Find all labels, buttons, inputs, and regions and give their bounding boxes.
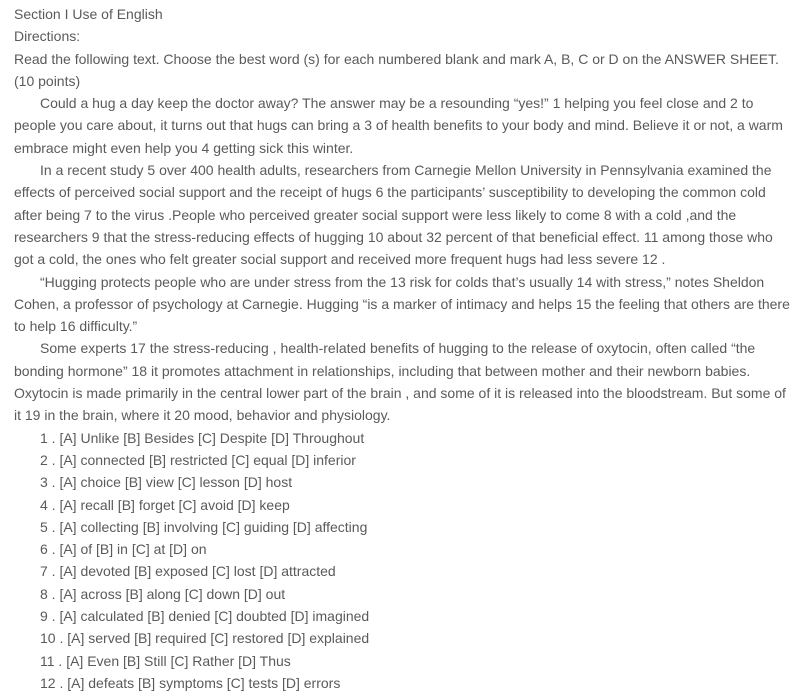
directions-text: Read the following text. Choose the best word (s) for each numbered blank and mark A, B, C or D on the ANSWER SHEET. xyxy=(14,50,779,67)
question-line-4: 4 . [A] recall [B] forget [C] avoid [D] keep xyxy=(40,496,290,513)
question-line-1: 1 . [A] Unlike [B] Besides [C] Despite [D] Throughout xyxy=(40,429,365,446)
passage-paragraph-4: Some experts 17 the stress-reducing , health-related benefits of hugging to the release of oxytocin, often called “the bonding hormone” 18 it promotes attachment in relationships, including that between mother and their newborn babies. Oxytocin is made primarily in the central lower part of the brain , and some of it is released into the bloodstream. But some of it 19 in the brain, where it 20 mood, behavior and physiology. xyxy=(14,340,786,424)
directions-label: Directions: xyxy=(14,28,81,45)
question-line-9: 9 . [A] calculated [B] denied [C] doubted [D] imagined xyxy=(40,608,370,625)
passage-paragraph-2: In a recent study 5 over 400 health adults, researchers from Carnegie Mellon University in Pennsylvania examined the effects of perceived social support and the receipt of hugs 6 the participants’ susceptibility to developing the common cold after being 7 to the virus .People who perceived greater social support were less likely to come 8 with a cold ,and the researchers 9 that the stress-reducing effects of hugging 10 about 32 percent of that beneficial effect. 11 among those who got a cold, the ones who felt greater social support and received more frequent hugs had less severe 12 . xyxy=(14,162,773,268)
points-note: (10 points) xyxy=(14,72,81,89)
passage-paragraph-1: Could a hug a day keep the doctor away? The answer may be a resounding “yes!” 1 helping you feel close and 2 to people you care about, it turns out that hugs can bring a 3 of health benefits to your body and mind. Believe it or not, a warm embrace might even help you 4 getting sick this winter. xyxy=(14,95,783,156)
question-line-5: 5 . [A] collecting [B] involving [C] guiding [D] affecting xyxy=(40,518,368,535)
question-line-8: 8 . [A] across [B] along [C] down [D] out xyxy=(40,585,286,602)
question-line-10: 10 . [A] served [B] required [C] restored [D] explained xyxy=(40,630,370,647)
section-title: Section I Use of English xyxy=(14,6,163,22)
question-line-2: 2 . [A] connected [B] restricted [C] equal [D] inferior xyxy=(40,451,356,468)
question-line-6: 6 . [A] of [B] in [C] at [D] on xyxy=(40,541,207,558)
question-line-11: 11 . [A] Even [B] Still [C] Rather [D] Thus xyxy=(40,652,291,669)
question-line-3: 3 . [A] choice [B] view [C] lesson [D] host xyxy=(40,474,293,491)
question-line-7: 7 . [A] devoted [B] exposed [C] lost [D] attracted xyxy=(40,563,336,580)
question-line-12: 12 . [A] defeats [B] symptoms [C] tests [D] errors xyxy=(40,674,341,691)
passage-paragraph-3: “Hugging protects people who are under stress from the 13 risk for colds that’s usually 14 with stress,” notes Sheldon Cohen, a professor of psychology at Carnegie. Hugging “is a marker of intimacy and helps 15 the feeling that others are there to help 16 difficulty.” xyxy=(14,273,790,335)
